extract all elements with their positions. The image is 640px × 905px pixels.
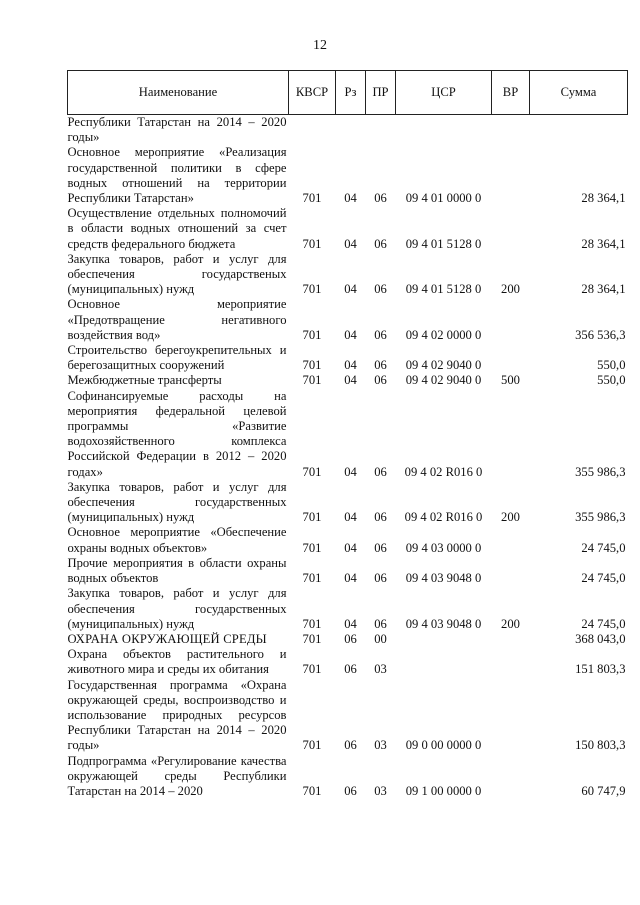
cell-vr — [492, 525, 530, 555]
table-row — [68, 373, 628, 388]
cell-pr: 06 — [374, 571, 387, 586]
table-row — [68, 556, 628, 586]
cell-pr: 03 — [374, 738, 387, 753]
cell-csr: 09 4 03 9048 0 — [405, 616, 482, 631]
table-row — [68, 525, 628, 555]
cell-name: Закупка товаров, работ и услуг для обеспечения государственых (муниципальных) нужд — [67, 251, 287, 297]
cell-vr — [492, 115, 530, 146]
header-vr: ВР — [492, 71, 530, 115]
cell-name: Охрана объектов растительного и животного мира и среды их обитания — [67, 647, 287, 677]
cell-csr: 09 1 00 0000 0 — [405, 783, 482, 798]
cell-sum: 355 986,3 — [575, 510, 626, 525]
cell-sum — [530, 115, 628, 146]
cell-kvsr: 701 — [302, 738, 322, 753]
cell-vr — [492, 678, 530, 754]
cell-rz: 04 — [344, 571, 357, 586]
cell-name: Основное мероприятие «Реализация государственной политики в сфере водных отношений на территории Республики Татарстан» — [67, 145, 287, 206]
cell-rz: 04 — [344, 236, 357, 251]
cell-rz: 04 — [344, 373, 357, 388]
cell-kvsr: 701 — [302, 327, 322, 342]
cell-kvsr: 701 — [302, 510, 322, 525]
header-name: Наименование — [68, 71, 289, 115]
cell-rz: 04 — [344, 327, 357, 342]
cell-vr — [492, 556, 530, 586]
cell-sum: 24 745,0 — [581, 540, 626, 555]
table-row — [68, 586, 628, 632]
cell-kvsr: 701 — [302, 662, 322, 677]
cell-vr — [492, 647, 530, 677]
cell-rz: 04 — [344, 540, 357, 555]
cell-kvsr: 701 — [302, 464, 322, 479]
cell-csr: 09 4 02 R016 0 — [404, 510, 483, 525]
cell-kvsr: 701 — [302, 540, 322, 555]
cell-pr: 06 — [374, 327, 387, 342]
cell-pr: 03 — [374, 783, 387, 798]
cell-vr — [492, 754, 530, 800]
cell-pr: 03 — [374, 662, 387, 677]
cell-sum: 60 747,9 — [581, 783, 626, 798]
header-rz: Рз — [336, 71, 366, 115]
cell-pr: 06 — [374, 616, 387, 631]
cell-name: Республики Татарстан на 2014 – 2020 годы» — [67, 115, 287, 145]
cell-sum: 24 745,0 — [581, 616, 626, 631]
table-row — [68, 632, 628, 647]
cell-rz: 06 — [344, 631, 357, 646]
cell-vr: 200 — [501, 510, 520, 525]
header-pr: ПР — [366, 71, 396, 115]
cell-csr — [396, 647, 492, 677]
cell-pr: 06 — [374, 510, 387, 525]
cell-csr: 09 4 02 R016 0 — [404, 464, 483, 479]
table-row — [68, 206, 628, 252]
cell-csr — [396, 632, 492, 647]
cell-name: Прочие мероприятия в области охраны водных объектов — [67, 555, 287, 586]
cell-pr: 06 — [374, 464, 387, 479]
cell-kvsr: 701 — [302, 616, 322, 631]
cell-pr: 06 — [374, 358, 387, 373]
cell-vr: 500 — [501, 373, 520, 388]
cell-sum: 150 803,3 — [575, 738, 626, 753]
page-number: 12 — [313, 38, 327, 53]
cell-kvsr: 701 — [302, 631, 322, 646]
cell-rz: 04 — [344, 510, 357, 525]
cell-csr: 09 4 02 9040 0 — [405, 373, 482, 388]
cell-name: Основное мероприятие «Предотвращение негативного воздействия вод» — [67, 297, 287, 342]
table-row — [68, 754, 628, 800]
cell-vr — [492, 389, 530, 480]
cell-rz: 04 — [344, 191, 357, 206]
cell-kvsr: 701 — [302, 236, 322, 251]
table-row — [68, 297, 628, 343]
cell-name: Межбюджетные трансферты — [67, 373, 222, 388]
cell-rz: 04 — [344, 358, 357, 373]
table-row — [68, 252, 628, 298]
cell-pr: 06 — [374, 540, 387, 555]
table-row — [68, 480, 628, 526]
cell-sum: 550,0 — [597, 373, 626, 388]
cell-rz: 04 — [344, 616, 357, 631]
cell-sum: 368 043,0 — [575, 631, 626, 646]
cell-name: Основное мероприятие «Обеспечение охраны водных объектов» — [67, 525, 287, 555]
cell-csr: 09 4 01 5128 0 — [405, 236, 482, 251]
header-sum: Сумма — [530, 71, 628, 115]
cell-pr: 06 — [374, 191, 387, 206]
cell-rz — [336, 115, 366, 146]
budget-table — [67, 70, 628, 799]
cell-name: Строительство берегоукрепительных и берегозащитных сооружений — [67, 343, 287, 373]
cell-kvsr: 701 — [302, 373, 322, 388]
cell-vr — [492, 632, 530, 647]
cell-csr — [396, 115, 492, 146]
cell-kvsr: 701 — [302, 282, 322, 297]
cell-kvsr: 701 — [302, 191, 322, 206]
cell-csr: 09 4 03 9048 0 — [405, 571, 482, 586]
cell-kvsr: 701 — [302, 571, 322, 586]
table-row — [68, 647, 628, 677]
cell-rz: 06 — [344, 662, 357, 677]
cell-name: Софинансируемые расходы на мероприятия федеральной целевой программы «Развитие водохозяйственного комплекса Российской Федерации в 2012 – 2020 годах» — [67, 388, 287, 479]
cell-sum: 151 803,3 — [575, 662, 626, 677]
header-kvsr: КВСР — [289, 71, 336, 115]
cell-sum: 24 745,0 — [581, 571, 626, 586]
cell-rz: 06 — [344, 783, 357, 798]
cell-vr: 200 — [501, 616, 520, 631]
cell-pr: 00 — [374, 631, 387, 646]
cell-pr: 06 — [374, 373, 387, 388]
table-body — [68, 115, 628, 800]
cell-sum: 356 536,3 — [575, 327, 626, 342]
table-row — [68, 678, 628, 754]
cell-kvsr — [289, 115, 336, 146]
cell-pr: 06 — [374, 236, 387, 251]
table-row — [68, 343, 628, 373]
cell-csr: 09 4 02 0000 0 — [405, 327, 482, 342]
cell-csr: 09 4 03 0000 0 — [405, 540, 482, 555]
cell-sum: 28 364,1 — [581, 236, 626, 251]
cell-name: ОХРАНА ОКРУЖАЮЩЕЙ СРЕДЫ — [67, 631, 267, 646]
table-row — [68, 115, 628, 146]
cell-csr: 09 4 01 0000 0 — [405, 191, 482, 206]
cell-name: Государственная программа «Охрана окружающей среды, воспроизводство и использование природных ресурсов Республики Татарстан на 2014 – 2020 годы» — [67, 677, 287, 753]
cell-name: Закупка товаров, работ и услуг для обеспечения государственных (муниципальных) нужд — [67, 586, 287, 631]
cell-name: Осуществление отдельных полномочий в области водных отношений за счет средств федерального бюджета — [67, 206, 287, 251]
cell-vr — [492, 145, 530, 206]
cell-csr: 09 4 02 9040 0 — [405, 358, 482, 373]
cell-kvsr: 701 — [302, 783, 322, 798]
cell-vr — [492, 343, 530, 373]
cell-name: Подпрограмма «Регулирование качества окружающей среды Республики Татарстан на 2014 – 2020 — [67, 753, 287, 798]
cell-csr: 09 4 01 5128 0 — [405, 282, 482, 297]
cell-csr: 09 0 00 0000 0 — [405, 738, 482, 753]
cell-rz: 04 — [344, 282, 357, 297]
cell-sum: 28 364,1 — [581, 282, 626, 297]
cell-rz: 06 — [344, 738, 357, 753]
cell-name: Закупка товаров, работ и услуг для обеспечения государственных (муниципальных) нужд — [67, 479, 287, 525]
cell-sum: 550,0 — [597, 358, 626, 373]
cell-sum: 28 364,1 — [581, 191, 626, 206]
cell-pr: 06 — [374, 282, 387, 297]
table-row — [68, 389, 628, 480]
table-row — [68, 145, 628, 206]
cell-vr — [492, 297, 530, 343]
cell-rz: 04 — [344, 464, 357, 479]
cell-vr: 200 — [501, 282, 520, 297]
header-csr: ЦСР — [396, 71, 492, 115]
cell-pr — [366, 115, 396, 146]
cell-kvsr: 701 — [302, 358, 322, 373]
table-header — [68, 71, 628, 115]
cell-sum: 355 986,3 — [575, 464, 626, 479]
cell-vr — [492, 206, 530, 252]
